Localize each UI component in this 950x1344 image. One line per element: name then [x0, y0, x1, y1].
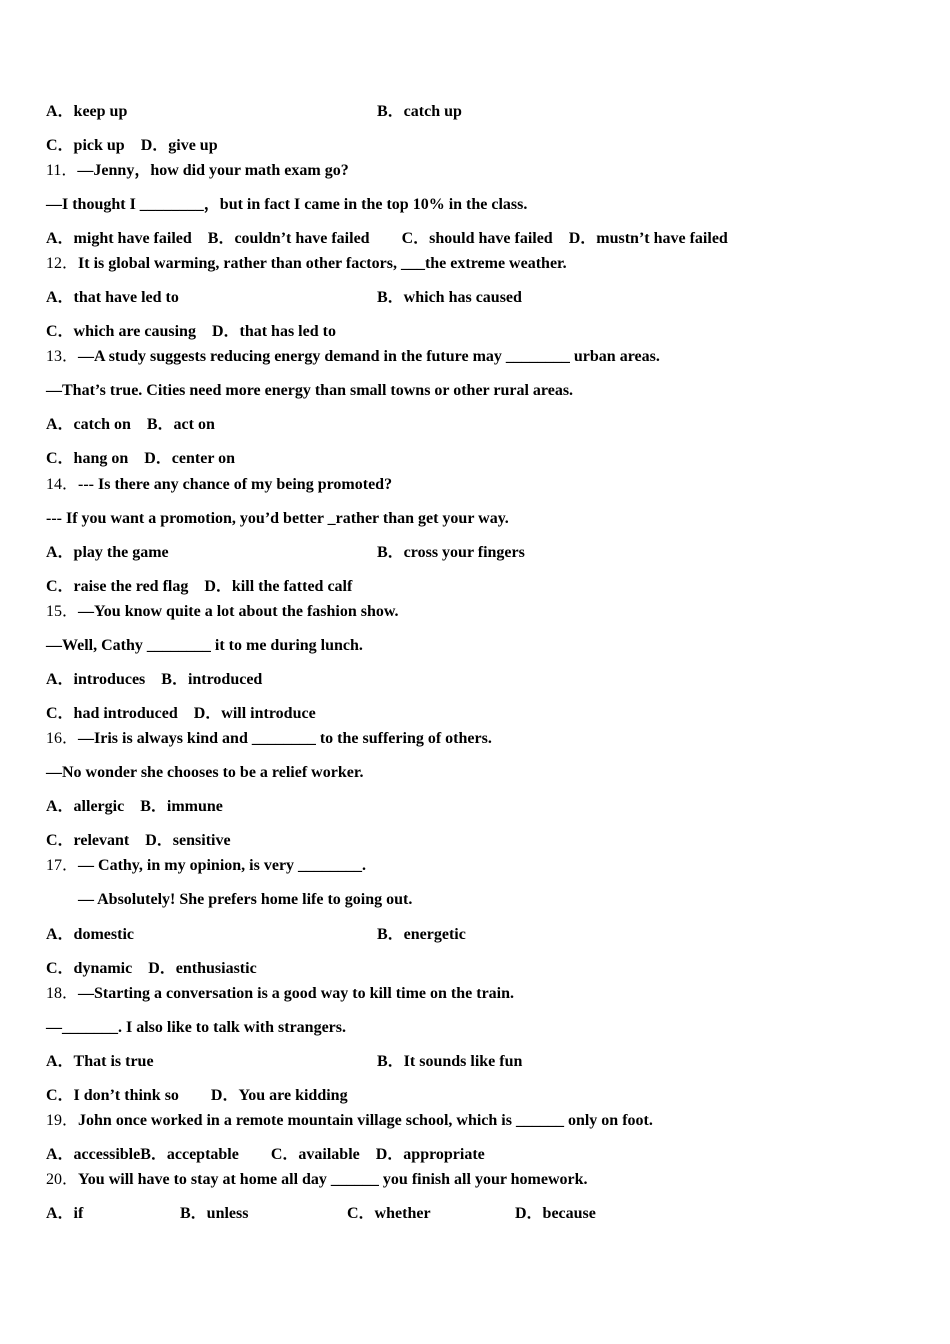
question-text: —You know quite a lot about the fashion show.: [78, 603, 399, 620]
q16-stem: [46, 729, 492, 749]
q14-stem: [46, 475, 392, 495]
q20-option-c: C．whether: [347, 1205, 431, 1222]
q18-reply: —_______. I also like to talk with strangers.: [46, 1019, 346, 1036]
q18-stem: [46, 984, 514, 1004]
question-number: 20．: [46, 1171, 79, 1188]
question-number: 11．: [46, 162, 78, 179]
q11-stem: [46, 161, 349, 181]
q11-reply: —I thought I ________，but in fact I came in the top 10% in the class.: [46, 196, 528, 213]
q17-option-a: A．domestic: [46, 926, 134, 943]
q14-option-a: A．play the game: [46, 544, 169, 561]
q16-options-cd: C．relevant D．sensitive: [46, 832, 231, 849]
q14-reply: --- If you want a promotion, you’d better _rather than get your way.: [46, 510, 509, 527]
q12-option-b: B．which has caused: [377, 289, 522, 306]
question-number: 12．: [46, 255, 79, 272]
q20-option-d: D．because: [515, 1205, 596, 1222]
question-number: 13．: [46, 348, 79, 365]
q15-options-ab: A．introduces B．introduced: [46, 671, 263, 688]
question-text: —Jenny，how did your math exam go?: [77, 162, 349, 179]
q20-option-b: B．unless: [180, 1205, 249, 1222]
question-number: 19．: [46, 1112, 79, 1129]
q13-reply: —That’s true. Cities need more energy than small towns or other rural areas.: [46, 382, 574, 399]
question-number: 17．: [46, 857, 79, 874]
q12-option-a: A．that have led to: [46, 289, 179, 306]
q17-stem: [46, 856, 366, 876]
question-text: You will have to stay at home all day ______ you finish all your homework.: [78, 1171, 588, 1188]
q12-options-cd: C．which are causing D．that has led to: [46, 323, 336, 340]
q16-options-ab: A．allergic B．immune: [46, 798, 223, 815]
q13-options-cd: C．hang on D．center on: [46, 450, 236, 467]
question-text: John once worked in a remote mountain village school, which is ______ only on foot.: [78, 1112, 653, 1129]
question-text: —Starting a conversation is a good way to kill time on the train.: [78, 985, 515, 1002]
q20-stem: [46, 1170, 588, 1190]
question-text: — Cathy, in my opinion, is very ________.: [78, 857, 367, 874]
q10-option-a: A．keep up: [46, 103, 128, 120]
q10-options-cd: C．pick up D．give up: [46, 137, 218, 154]
q13-stem: [46, 347, 660, 367]
q12-stem: [46, 254, 567, 274]
q19-options: A．accessibleB．acceptable C．available D．appropriate: [46, 1146, 485, 1163]
question-number: 18．: [46, 985, 79, 1002]
q11-options: A．might have failed B．couldn’t have failed C．should have failed D．mustn’t have failed: [46, 230, 728, 247]
q18-option-b: B．It sounds like fun: [377, 1053, 523, 1070]
q18-option-a: A．That is true: [46, 1053, 154, 1070]
question-text: It is global warming, rather than other factors, ___the extreme weather.: [78, 255, 567, 272]
q19-stem: [46, 1111, 653, 1131]
q15-options-cd: C．had introduced D．will introduce: [46, 705, 316, 722]
q18-options-cd: C．I don’t think so D．You are kidding: [46, 1087, 348, 1104]
q15-stem: [46, 602, 399, 622]
question-number: 15．: [46, 603, 79, 620]
question-text: —Iris is always kind and ________ to the suffering of others.: [78, 730, 492, 747]
q17-option-b: B．energetic: [377, 926, 466, 943]
q20-option-a: A．if: [46, 1205, 84, 1222]
q14-options-cd: C．raise the red flag D．kill the fatted calf: [46, 578, 353, 595]
q13-options-ab: A．catch on B．act on: [46, 416, 215, 433]
question-text: --- Is there any chance of my being promoted?: [78, 476, 393, 493]
q17-options-cd: C．dynamic D．enthusiastic: [46, 960, 257, 977]
q16-reply: —No wonder she chooses to be a relief worker.: [46, 764, 364, 781]
question-number: 16．: [46, 730, 79, 747]
q15-reply: —Well, Cathy ________ it to me during lunch.: [46, 637, 363, 654]
question-number: 14．: [46, 476, 79, 493]
question-text: —A study suggests reducing energy demand in the future may ________ urban areas.: [78, 348, 660, 365]
q14-option-b: B．cross your fingers: [377, 544, 525, 561]
q17-reply: — Absolutely! She prefers home life to going out.: [78, 891, 413, 908]
q10-option-b: B．catch up: [377, 103, 462, 120]
